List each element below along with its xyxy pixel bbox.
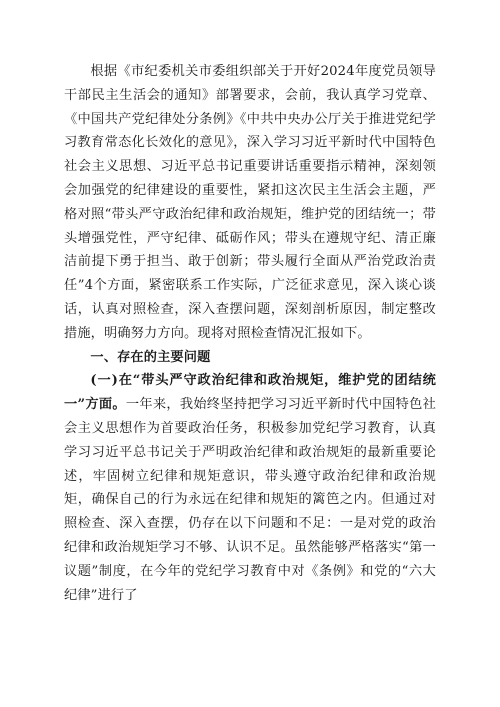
intro-paragraph: 根据《市纪委机关市委组织部关于开好2024年度党员领导干部民主生活会的通知》部署要求，会前，我认真学习党章、《中国共产党纪律处分条例》《中共中央办公厅关于推进党纪学习教育常态化长效化的意见》，深入学习习近平新时代中国特色社会主义思想、习近平总书记重要讲话重要指示精神，深刻领会加强党的纪律建设的重要性，紧扣这次民主生活会主题，严格对照“带头严守政治纪律和政治规矩，维护党的团结统一；带头增强党性，严守纪律、砥砺作风；带头在遵规守纪、清正廉洁前提下勇于担当、敢于创新；带头履行全面从严治党政治责任”4个方面，紧密联系工作实际，广泛征求意见，深入谈心谈话，认真对照检查，深入查摆问题，深刻剖析原因，制定整改措施，明确努力方向。现将对照检查情况汇报如下。 [64, 64, 436, 341]
subsection-body: 一年来，我始终坚持把学习习近平新时代中国特色社会主义思想作为首要政治任务，积极参加党纪学习教育，认真学习习近平总书记关于严明政治纪律和政治规矩的最新重要论述，牢固树立纪律和规矩意识，带头遵守政治纪律和政治规矩，确保自己的行为永远在纪律和规矩的篱笆之内。但通过对照检查、深入查摆，仍存在以下问题和不足：一是对党的政治纪律和政治规矩学习不够、认识不足。虽然能够严格落实“第一议题”制度，在今年的党纪学习教育中对《条例》和党的“六大纪律”进行了 [64, 397, 436, 603]
subsection-title: (一)在“带头严守政治纪律和政治规矩，维护党的团结统一”方面。 [64, 373, 436, 413]
section-heading: 一、存在的主要问题 [90, 349, 211, 365]
subsection-paragraph [64, 369, 436, 607]
document-page [64, 60, 436, 607]
